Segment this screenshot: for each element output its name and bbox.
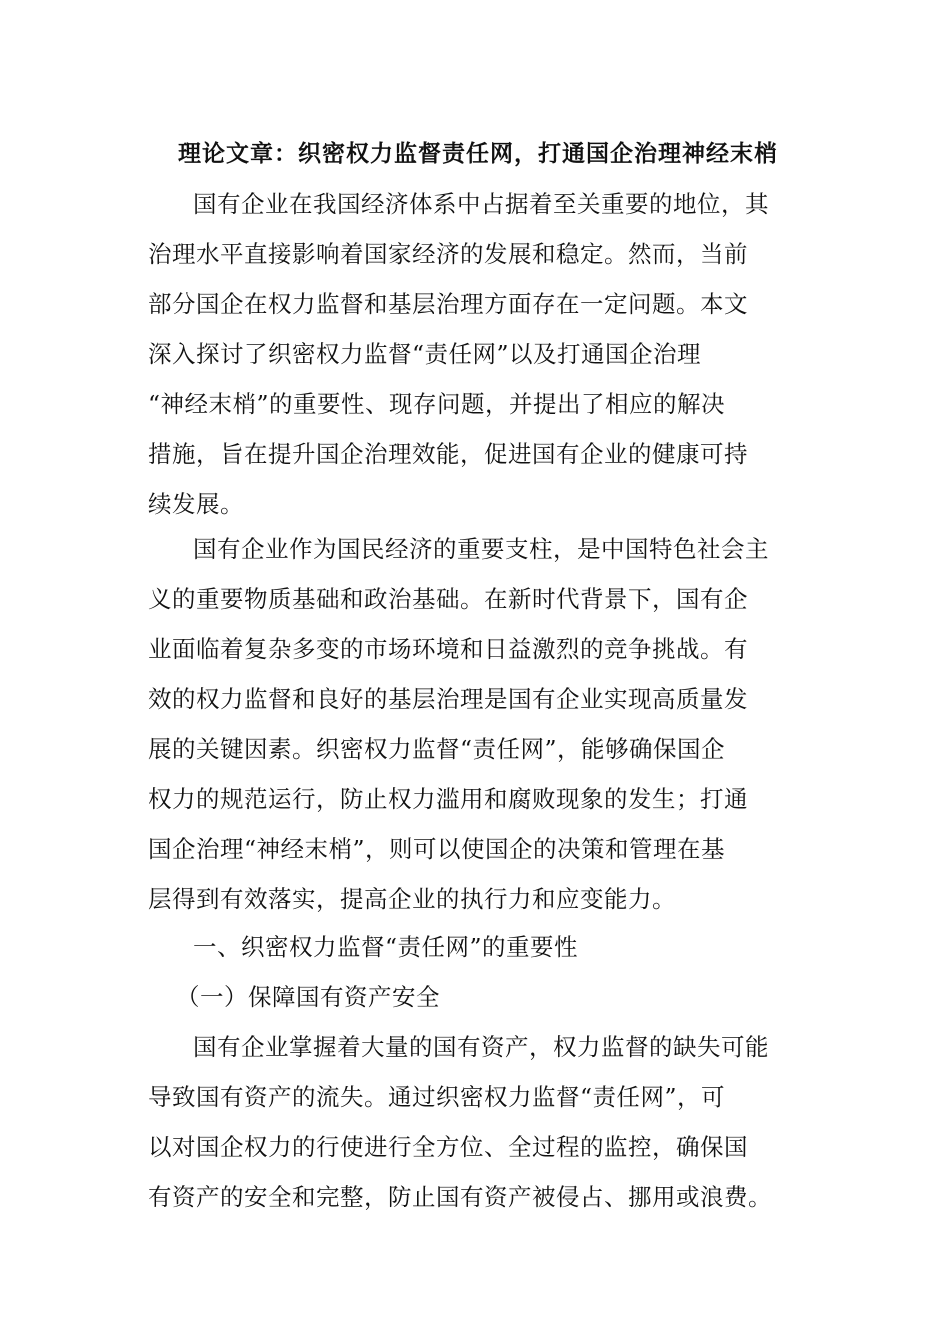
paragraph-background xyxy=(148,524,808,924)
section-heading: 一、织密权力监督“责任网”的重要性 xyxy=(193,933,579,961)
paragraph-line: 治理水平直接影响着国家经济的发展和稳定。然而，当前 xyxy=(148,240,748,268)
paragraph-line: 权力的规范运行，防止权力滥用和腐败现象的发生；打通 xyxy=(148,785,748,813)
paragraph-line: 国企治理“神经末梢”，则可以使国企的决策和管理在基 xyxy=(148,835,726,863)
paragraph-line: 层得到有效落实，提高企业的执行力和应变能力。 xyxy=(148,885,676,913)
paragraph-line: 效的权力监督和良好的基层治理是国有企业实现高质量发 xyxy=(148,685,748,713)
paragraph-line: 国有企业掌握着大量的国有资产，权力监督的缺失可能 xyxy=(193,1033,769,1061)
paragraph-asset-safety xyxy=(148,1022,808,1222)
paragraph-line: 展的关键因素。织密权力监督“责任网”，能够确保国企 xyxy=(148,735,726,763)
paragraph-intro xyxy=(148,179,808,529)
paragraph-line: 续发展。 xyxy=(148,490,244,518)
subsection-heading: （一）保障国有资产安全 xyxy=(176,983,440,1011)
paragraph-line: 部分国企在权力监督和基层治理方面存在一定问题。本文 xyxy=(148,290,748,318)
paragraph-line: 以对国企权力的行使进行全方位、全过程的监控，确保国 xyxy=(148,1133,748,1161)
paragraph-line: 业面临着复杂多变的市场环境和日益激烈的竞争挑战。有 xyxy=(148,635,748,663)
paragraph-line: 国有企业在我国经济体系中占据着至关重要的地位，其 xyxy=(193,190,769,218)
paragraph-line: 深入探讨了织密权力监督“责任网”以及打通国企治理 xyxy=(148,340,702,368)
paragraph-line: 国有企业作为国民经济的重要支柱，是中国特色社会主 xyxy=(193,535,769,563)
paragraph-line: 义的重要物质基础和政治基础。在新时代背景下，国有企 xyxy=(148,585,748,613)
paragraph-line: 有资产的安全和完整，防止国有资产被侵占、挪用或浪费。 xyxy=(148,1183,772,1211)
document-title: 理论文章：织密权力监督责任网，打通国企治理神经末梢 xyxy=(178,140,778,167)
paragraph-line: “神经末梢”的重要性、现存问题，并提出了相应的解决 xyxy=(148,390,726,418)
paragraph-line: 措施，旨在提升国企治理效能，促进国有企业的健康可持 xyxy=(148,440,748,468)
paragraph-line: 导致国有资产的流失。通过织密权力监督“责任网”，可 xyxy=(148,1083,726,1111)
